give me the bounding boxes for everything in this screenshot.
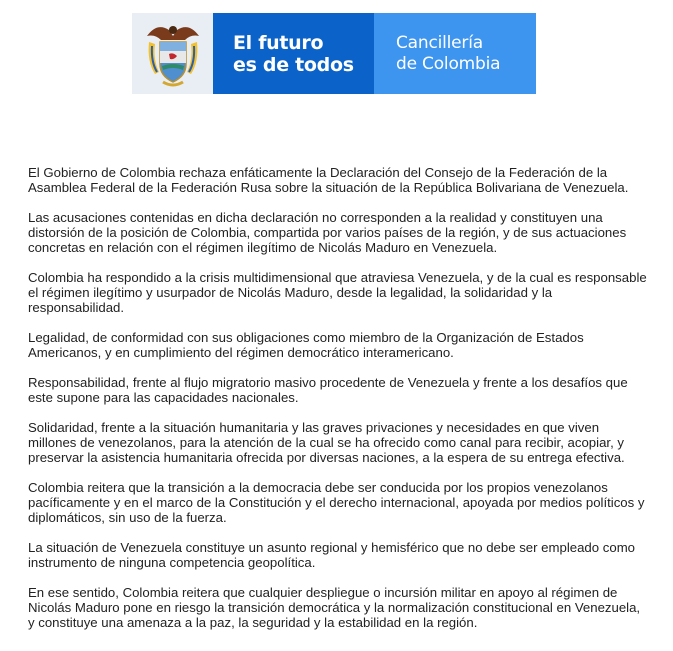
slogan-panel: [213, 13, 374, 94]
paragraph-regional-issue: La situación de Venezuela constituye un asunto regional y hemisférico que no debe ser empleado como instrumento de ninguna competencia geopolítica.: [28, 540, 636, 570]
slogan-line-1: El futuro: [233, 31, 324, 54]
paragraph-transition: Colombia reitera que la transición a la democracia debe ser conducida por los propios venezolanos pacíficamente y en el marco de la Constitución y el derecho internacional, apoyada por medios políticos y diplomáticos, sin uso de la fuerza.: [28, 480, 645, 525]
cancilleria-logo-banner: [132, 13, 536, 94]
paragraph-legality: Legalidad, de conformidad con sus obligaciones como miembro de la Organización de Estados Americanos, y en cumplimiento del régimen democrático interamericano.: [28, 330, 584, 360]
paragraph-response: Colombia ha respondido a la crisis multidimensional que atraviesa Venezuela, y de la cual es responsable el régimen ilegítimo y usurpador de Nicolás Maduro, desde la legalidad, la solidaridad y la responsabilidad.: [28, 270, 647, 315]
slogan-line-2: es de todos: [233, 53, 354, 76]
paragraph-military-warning: En ese sentido, Colombia reitera que cualquier despliegue o incursión militar en apoyo al régimen de Nicolás Maduro pone en riesgo la transición democrática y la normalización constitucional en Venezuela, y constituye una amenaza a la paz, la seguridad y la estabilidad en la región.: [28, 585, 641, 630]
entity-line-2: de Colombia: [396, 53, 501, 74]
paragraph-solidarity: Solidaridad, frente a la situación humanitaria y las graves privaciones y necesidades en que viven millones de venezolanos, para la atención de la cual se ha ofrecido como canal para recibir, acopiar, y preservar la asistencia humanitaria ofrecida por diversas naciones, a la espera de su entrega efectiva.: [28, 420, 625, 465]
paragraph-responsibility: Responsabilidad, frente al flujo migratorio masivo procedente de Venezuela y frente a los desafíos que este supone para las capacidades nacionales.: [28, 375, 628, 405]
entity-name-panel: [374, 13, 536, 94]
statement-body: [28, 165, 648, 645]
paragraph-accusations: Las acusaciones contenidas en dicha declaración no corresponden a la realidad y constituyen una distorsión de la posición de Colombia, compartida por varios países de la región, y de sus actuaciones concretas en relación con el régimen ilegítimo de Nicolás Maduro en Venezuela.: [28, 210, 627, 255]
coat-of-arms-icon: [132, 13, 213, 94]
paragraph-rejection: El Gobierno de Colombia rechaza enfáticamente la Declaración del Consejo de la Federación de la Asamblea Federal de la Federación Rusa sobre la situación de la República Bolivariana de Venezuela.: [28, 165, 629, 195]
entity-line-1: Cancillería: [396, 32, 483, 53]
